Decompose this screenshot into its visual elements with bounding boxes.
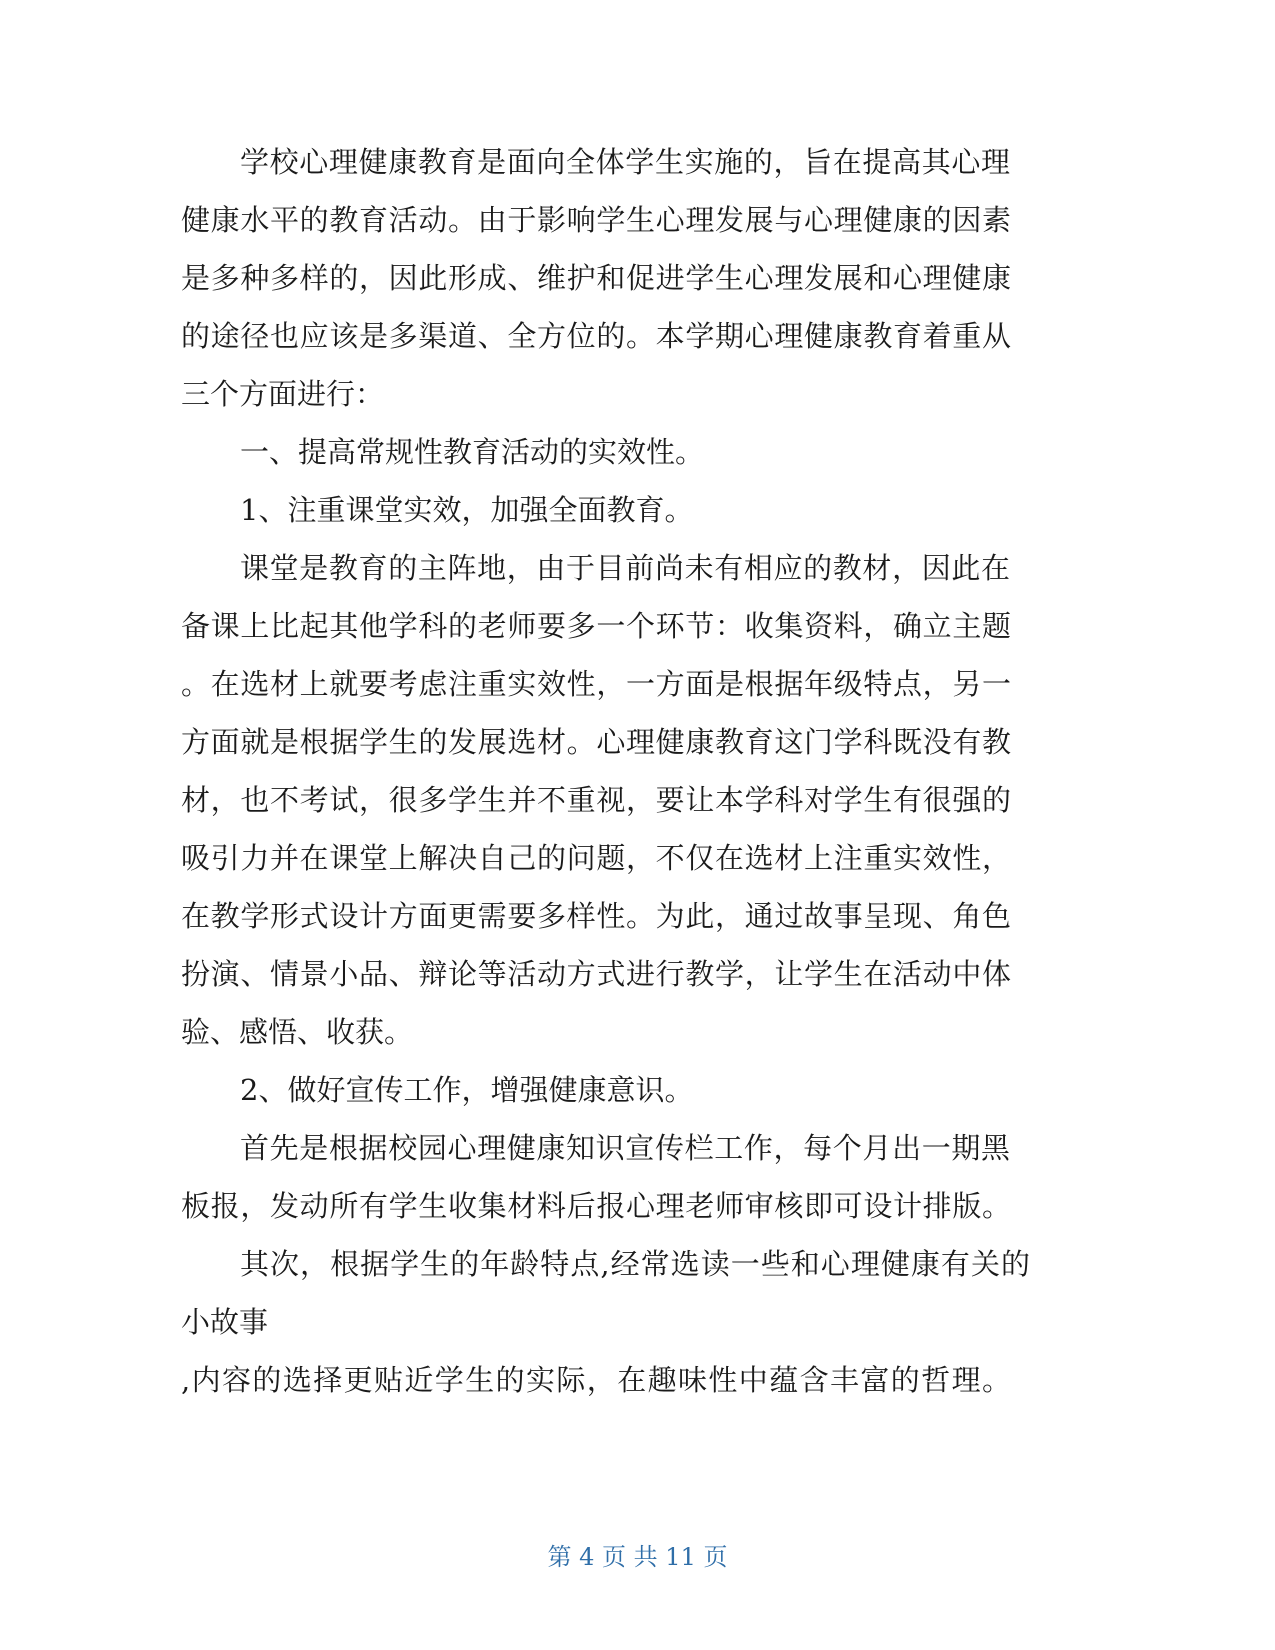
subsection-heading: 2、做好宣传工作，增强健康意识。 (240, 1073, 694, 1107)
text-line: 其次，根据学生的年龄特点,经常选读一些和心理健康有关的 (240, 1247, 1032, 1281)
text-line: 扮演、情景小品、辩论等活动方式进行教学，让学生在活动中体 (181, 957, 1012, 991)
text-line: 方面就是根据学生的发展选材。心理健康教育这门学科既没有教 (181, 725, 1012, 759)
text-line: 首先是根据校园心理健康知识宣传栏工作，每个月出一期黑 (240, 1131, 1011, 1165)
text-line: 健康水平的教育活动。由于影响学生心理发展与心理健康的因素 (181, 203, 1012, 237)
page-number-footer: 第 4 页 共 11 页 (547, 1543, 728, 1571)
text-line: 备课上比起其他学科的老师要多一个环节：收集资料，确立主题 (181, 609, 1012, 643)
text-line: 课堂是教育的主阵地，由于目前尚未有相应的教材，因此在 (240, 551, 1011, 585)
text-line: 验、感悟、收获。 (181, 1015, 414, 1049)
text-line: 材，也不考试，很多学生并不重视，要让本学科对学生有很强的 (181, 783, 1012, 817)
text-line: 的途径也应该是多渠道、全方位的。本学期心理健康教育着重从 (181, 319, 1012, 353)
text-line: 三个方面进行： (181, 377, 385, 411)
subsection-heading: 1、注重课堂实效，加强全面教育。 (240, 493, 694, 527)
text-line: 学校心理健康教育是面向全体学生实施的，旨在提高其心理 (240, 145, 1011, 179)
text-line: ,内容的选择更贴近学生的实际，在趣味性中蕴含丰富的哲理。 (181, 1363, 1013, 1397)
text-line: 是多种多样的，因此形成、维护和促进学生心理发展和心理健康 (181, 261, 1012, 295)
text-line: 。在选材上就要考虑注重实效性，一方面是根据年级特点，另一 (181, 667, 1012, 701)
section-heading: 一、提高常规性教育活动的实效性。 (240, 435, 705, 469)
text-line: 吸引力并在课堂上解决自己的问题，不仅在选材上注重实效性， (181, 841, 1012, 875)
text-line: 小故事 (181, 1305, 269, 1339)
text-line: 板报，发动所有学生收集材料后报心理老师审核即可设计排版。 (181, 1189, 1012, 1223)
text-line: 在教学形式设计方面更需要多样性。为此，通过故事呈现、角色 (181, 899, 1012, 933)
